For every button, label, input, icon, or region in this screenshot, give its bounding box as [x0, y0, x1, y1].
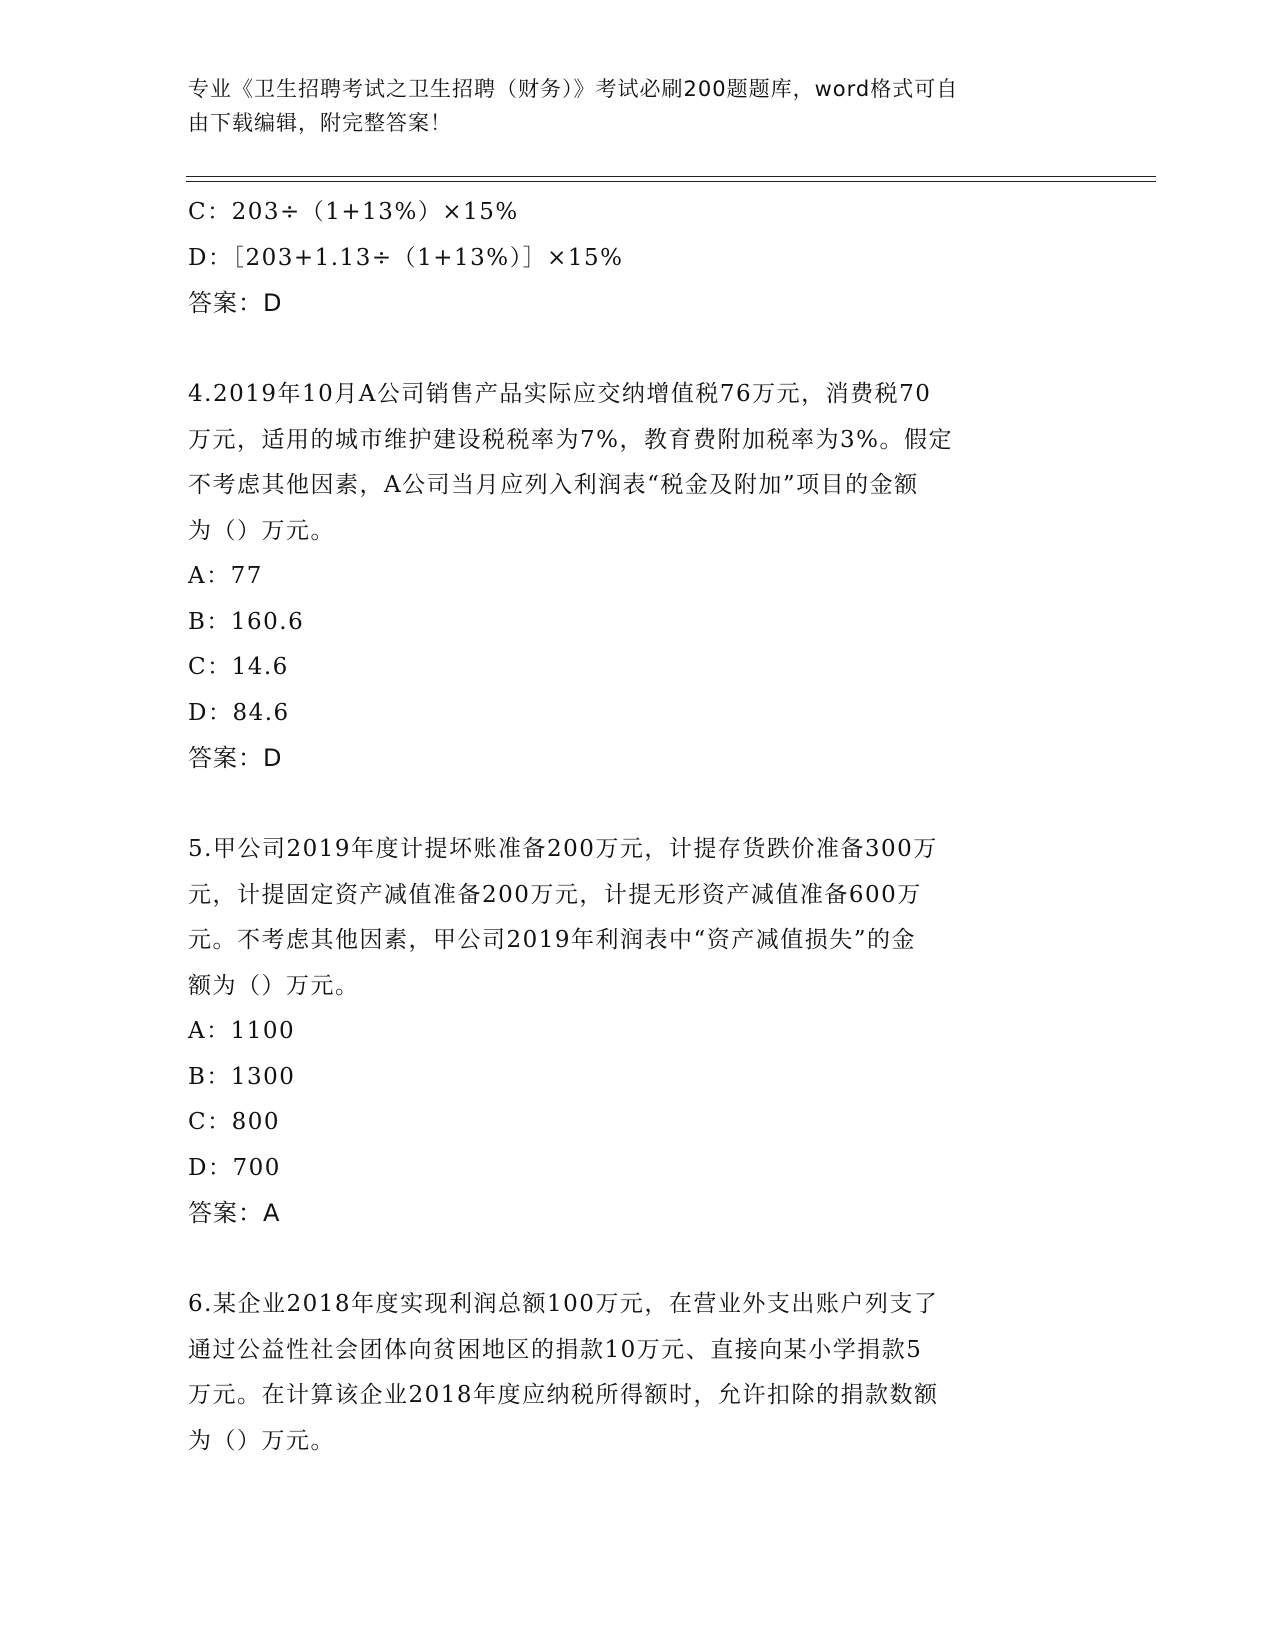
header-divider-bottom	[186, 181, 1156, 182]
q4-stem-line: 为（）万元。	[188, 517, 335, 544]
document-header	[188, 72, 1088, 140]
spacer	[188, 782, 1088, 828]
header-line-2: 由下载编辑，附完整答案！	[188, 111, 452, 135]
q3-answer: 答案：D	[188, 289, 283, 317]
spacer	[188, 327, 1088, 373]
q6-stem-line: 通过公益性社会团体向贫困地区的捐款10万元、直接向某小学捐款5	[188, 1336, 923, 1363]
spacer	[188, 1237, 1088, 1283]
q4-option-d: D：84.6	[188, 699, 290, 726]
q4-stem-line: 4.2019年10月A公司销售产品实际应交纳增值税76万元，消费税70	[188, 381, 932, 407]
q5-answer: 答案：A	[188, 1199, 281, 1227]
q5-option-a: A：1100	[188, 1018, 296, 1044]
q5-stem-line: 额为（）万元。	[188, 972, 360, 999]
q5-option-b: B：1300	[188, 1063, 296, 1090]
q4-answer: 答案：D	[188, 744, 283, 772]
q4-stem-line: 万元，适用的城市维护建设税税率为7%，教育费附加税率为3%。假定	[188, 426, 953, 453]
header-line-1: 专业《卫生招聘考试之卫生招聘（财务）》考试必刷200题题库，word格式可自	[188, 77, 959, 101]
q5-option-d: D：700	[188, 1154, 281, 1181]
q3-option-c: C：203÷（1+13%）×15%	[188, 199, 519, 225]
q5-stem-line: 元。不考虑其他因素，甲公司2019年利润表中“资产减值损失”的金	[188, 927, 917, 953]
q4-option-c: C：14.6	[188, 654, 289, 680]
q6-stem-line: 万元。在计算该企业2018年度应纳税所得额时，允许扣除的捐款数额	[188, 1382, 939, 1408]
q5-stem-line: 5.甲公司2019年度计提坏账准备200万元，计提存货跌价准备300万	[188, 836, 938, 862]
q4-option-b: B：160.6	[188, 608, 305, 635]
header-divider-top	[186, 176, 1156, 177]
question-content	[188, 190, 1088, 1464]
q4-option-a: A：77	[188, 563, 263, 589]
q6-stem-line: 6.某企业2018年度实现利润总额100万元，在营业外支出账户列支了	[188, 1291, 939, 1317]
q5-option-c: C：800	[188, 1109, 280, 1135]
q3-option-d: D：［203+1.13÷（1+13%）］×15%	[188, 244, 624, 271]
q5-stem-line: 元，计提固定资产减值准备200万元，计提无形资产减值准备600万	[188, 881, 922, 908]
q4-stem-line: 不考虑其他因素，A公司当月应列入利润表“税金及附加”项目的金额	[188, 472, 919, 498]
q6-stem-line: 为（）万元。	[188, 1427, 335, 1454]
